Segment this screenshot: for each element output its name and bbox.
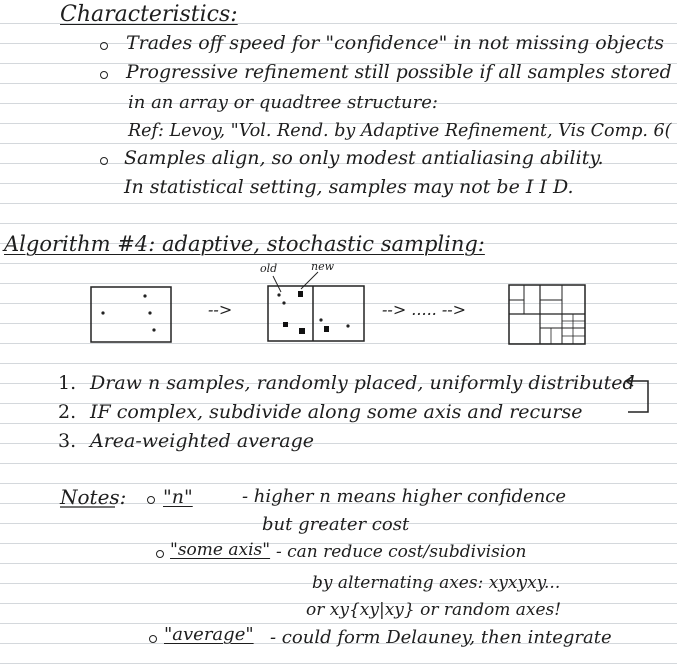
step-1-number: 1. <box>58 372 77 394</box>
algorithm-heading: Algorithm #4: adaptive, stochastic sampling: <box>4 232 485 256</box>
note-axis-label: "some axis" <box>170 540 271 560</box>
reference-levoy: Ref: Levoy, "Vol. Rend. by Adaptive Refinement, Vis Comp. 6( <box>128 120 672 141</box>
note-n-line-2: but greater cost <box>262 514 410 535</box>
old-sample-point <box>346 324 349 327</box>
step-3-number: 3. <box>58 430 77 452</box>
sample-point <box>143 294 146 297</box>
step-1-text: Draw n samples, randomly placed, uniformly distributed <box>90 372 635 394</box>
note-axis-line-1: - can reduce cost/subdivision <box>276 542 527 562</box>
characteristic-antialiasing: Samples align, so only modest antialiasing ability. <box>124 147 604 169</box>
new-sample-point <box>283 322 288 327</box>
characteristic-statistical-iid: In statistical setting, samples may not be I I D. <box>124 176 574 198</box>
arrow-to-subdivided: --> <box>208 300 233 319</box>
characteristic-array-quadtree: in an array or quadtree structure: <box>128 92 438 113</box>
old-sample-point <box>319 318 322 321</box>
arrow-to-refined: --> ..... --> <box>382 300 467 319</box>
bullet-marker <box>149 635 157 643</box>
characteristic-progressive-refinement: Progressive refinement still possible if all samples stored <box>126 61 672 83</box>
old-sample-point <box>282 301 285 304</box>
sample-region-subdivided <box>268 286 364 341</box>
note-axis-line-2: by alternating axes: xyxyxy... <box>312 573 561 593</box>
step-2-text: IF complex, subdivide along some axis and recurse <box>90 401 583 423</box>
sample-point <box>152 328 155 331</box>
note-average-label: "average" <box>164 624 254 645</box>
note-average-line-1: - could form Delauney, then integrate <box>270 627 612 648</box>
note-n-label: "n" <box>163 486 193 508</box>
label-old: old <box>260 262 278 275</box>
new-sample-point <box>324 326 329 332</box>
step-3-text: Area-weighted average <box>90 430 314 452</box>
notes-heading: Notes: <box>60 485 127 509</box>
note-axis-line-3: or xy{xy|xy} or random axes! <box>306 600 562 620</box>
characteristics-heading: Characteristics: <box>60 2 238 27</box>
new-sample-point <box>299 328 305 334</box>
characteristic-speed-confidence: Trades off speed for "confidence" in not missing objects <box>126 32 665 54</box>
bullet-marker <box>147 496 155 504</box>
old-label-pointer <box>273 276 281 292</box>
sample-point <box>101 311 104 314</box>
bullet-marker <box>156 550 164 558</box>
note-n-line-1: - higher n means higher confidence <box>242 486 567 507</box>
sample-point <box>148 311 151 314</box>
label-new: new <box>311 260 335 273</box>
new-sample-point <box>298 291 303 297</box>
step-2-number: 2. <box>58 401 77 423</box>
old-sample-point <box>277 293 280 296</box>
